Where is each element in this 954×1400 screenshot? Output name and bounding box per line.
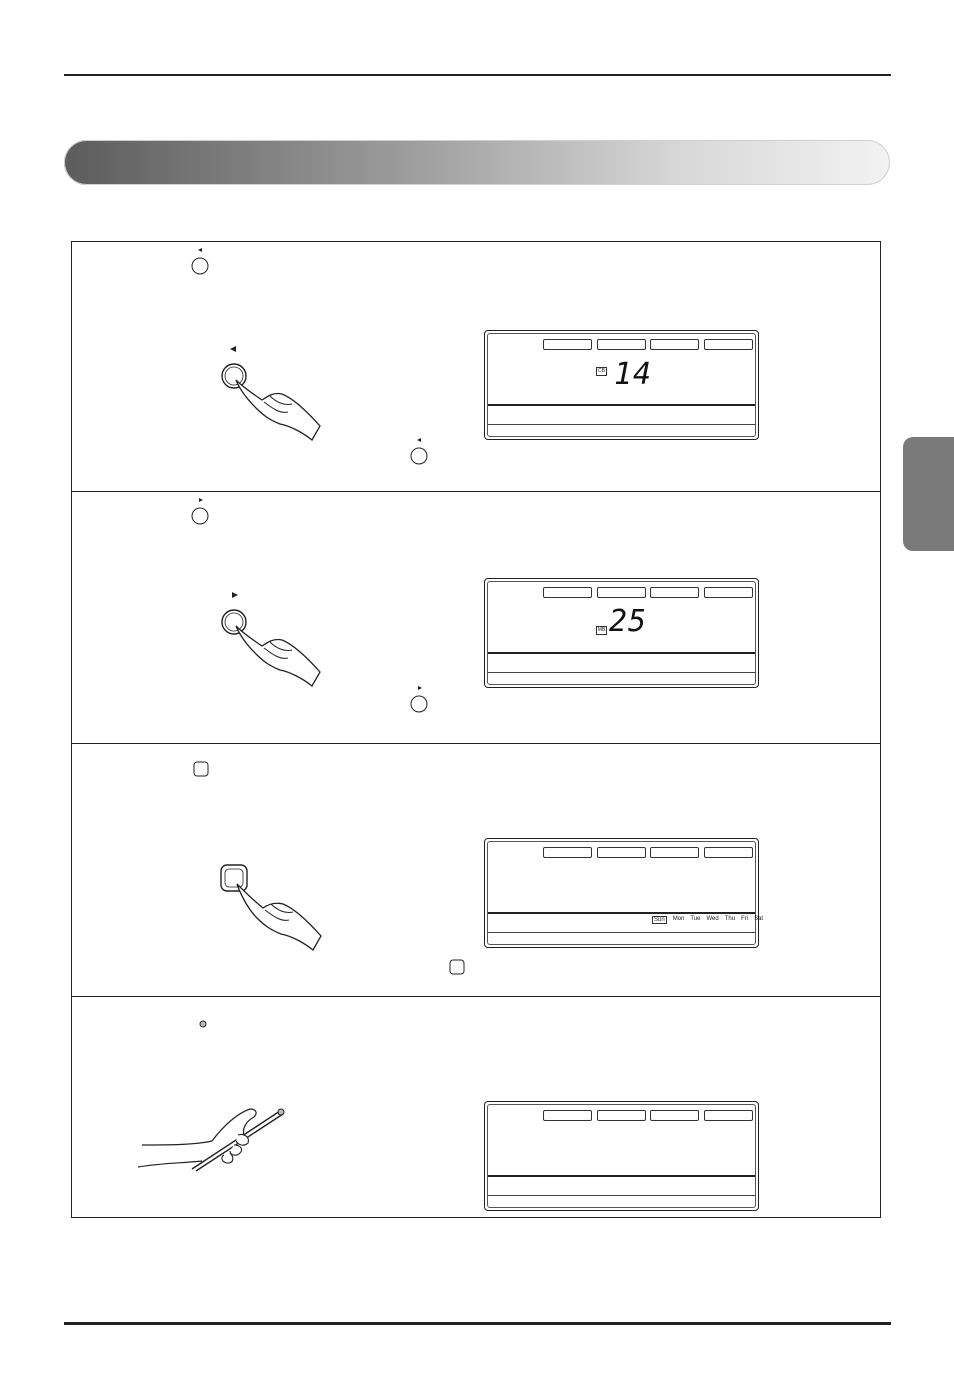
square-button-icon-small [448, 958, 468, 978]
square-button-icon [192, 760, 212, 780]
lcd-divider [488, 1195, 755, 1196]
lcd-segment [650, 587, 699, 598]
step-1 [72, 242, 880, 491]
lcd-weekday: Thu [724, 916, 736, 922]
lcd-segment [650, 1110, 699, 1121]
lcd-weekday: Wed [706, 916, 719, 922]
lcd-divider [488, 912, 755, 914]
lcd-divider [488, 652, 755, 654]
lcd-segment [704, 587, 753, 598]
lcd-display-step-3 [484, 838, 764, 948]
lcd-weekday-row [652, 916, 763, 924]
lcd-segment [597, 339, 646, 350]
lcd-segment [704, 847, 753, 858]
lcd-segment [543, 339, 592, 350]
right-arrow-button-icon [190, 498, 212, 526]
lcd-divider [488, 404, 755, 406]
lcd-divider [488, 932, 755, 933]
lcd-weekday: Mon [672, 916, 685, 922]
step-2 [72, 491, 880, 744]
lcd-value: 25 [609, 604, 648, 639]
top-rule [64, 74, 891, 76]
lcd-weekday: Tue [690, 916, 701, 922]
lcd-weekday: Fri [741, 916, 749, 922]
hand-pressing-square-button-icon [217, 862, 337, 962]
step-4 [72, 996, 880, 1218]
lcd-segment [650, 847, 699, 858]
lcd-value: 14 [614, 357, 653, 392]
right-arrow-button-icon-small [409, 686, 431, 714]
lcd-segment [597, 587, 646, 598]
lcd-display-step-2 [484, 578, 759, 688]
lcd-segment [543, 587, 592, 598]
chapter-side-tab [903, 437, 954, 551]
lcd-tag: MB [597, 627, 606, 633]
lcd-weekday-selected: Sun [654, 917, 665, 923]
lcd-divider [488, 672, 755, 673]
reset-pinhole-icon [198, 1019, 208, 1029]
steps-frame [71, 241, 881, 1218]
lcd-segment [597, 1110, 646, 1121]
lcd-segment [704, 339, 753, 350]
lcd-tag: CB [596, 367, 607, 376]
lcd-segment [543, 1110, 592, 1121]
left-arrow-button-icon [190, 248, 212, 276]
lcd-segment [650, 339, 699, 350]
hand-pressing-right-button-icon [212, 592, 332, 692]
lcd-divider [488, 1175, 755, 1177]
left-arrow-button-icon-small [409, 438, 431, 466]
hand-holding-pen-icon [138, 1105, 298, 1171]
hand-pressing-left-button-icon [212, 346, 332, 446]
lcd-weekday: Sat [754, 916, 764, 922]
lcd-segment [704, 1110, 753, 1121]
lcd-display-step-1 [484, 330, 759, 440]
bottom-rule [64, 1322, 891, 1325]
lcd-segment [543, 847, 592, 858]
section-banner [64, 140, 890, 185]
step-3 [72, 743, 880, 997]
lcd-display-step-4 [484, 1101, 759, 1211]
lcd-segment [597, 847, 646, 858]
lcd-divider [488, 424, 755, 425]
